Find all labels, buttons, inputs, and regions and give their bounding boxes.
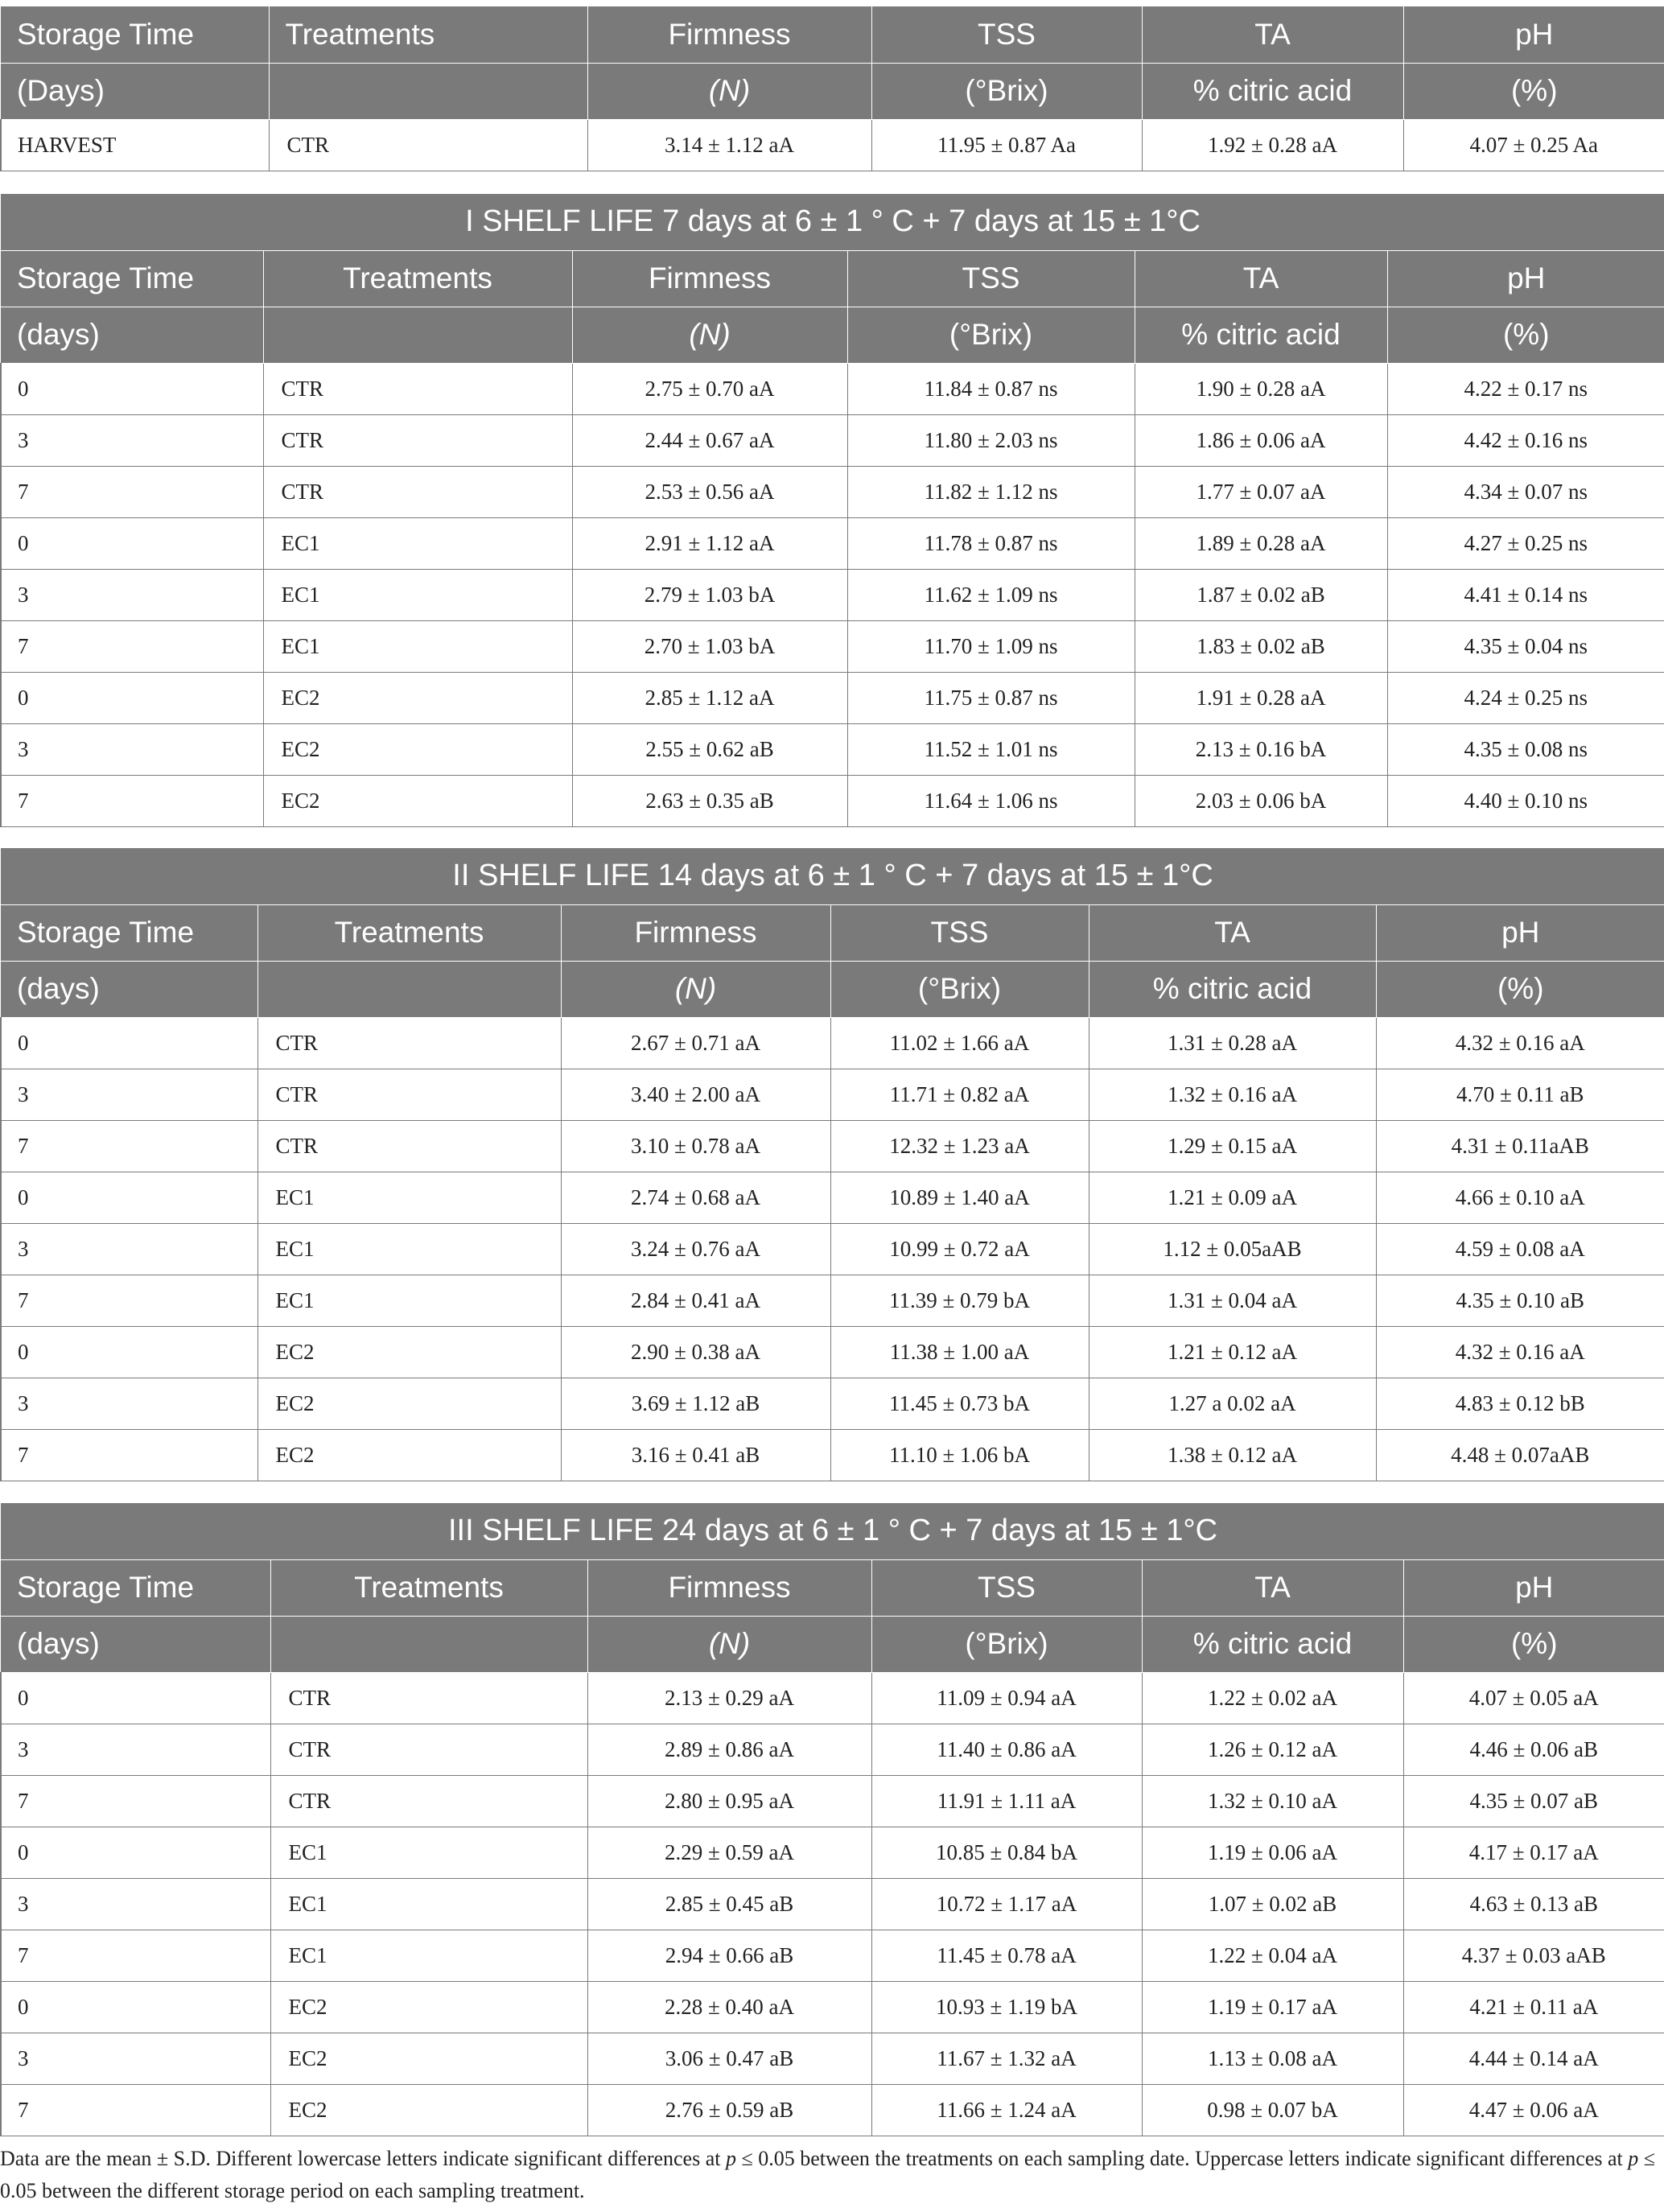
unit-tss: (°Brix) [871,1616,1142,1672]
cell-ph: 4.35 ± 0.04 ns [1387,620,1664,672]
cell-treatment: EC1 [263,517,572,569]
subheader-row [1,1616,1664,1672]
cell-treatment: CTR [270,1672,587,1724]
unit-ph: (%) [1403,1616,1664,1672]
cell-firmness: 3.14 ± 1.12 aA [587,119,871,171]
cell-firmness: 2.28 ± 0.40 aA [587,1981,871,2033]
cell-ph: 4.24 ± 0.25 ns [1387,672,1664,723]
col-ph: pH [1376,904,1664,961]
cell-treatment: CTR [263,466,572,517]
unit-days: (days) [1,1616,270,1672]
unit-ta: % citric acid [1142,1616,1403,1672]
unit-ph: (%) [1376,961,1664,1017]
table-row [1,620,1664,672]
cell-ph: 4.27 ± 0.25 ns [1387,517,1664,569]
col-storage-time: Storage Time [1,1559,270,1616]
cell-storage: 0 [1,1326,257,1378]
cell-treatment: CTR [270,1775,587,1827]
col-treatments: Treatments [270,1559,587,1616]
cell-ta: 1.21 ± 0.12 aA [1089,1326,1376,1378]
cell-treatment: EC2 [270,1981,587,2033]
cell-tss: 11.75 ± 0.87 ns [847,672,1135,723]
col-tss: TSS [830,904,1089,961]
table-row [1,363,1664,414]
cell-firmness: 2.44 ± 0.67 aA [572,414,847,466]
cell-ph: 4.32 ± 0.16 aA [1376,1326,1664,1378]
footnote-text: ≤ 0.05 between the different storage period on each sampling treatment. [0,2147,1656,2202]
shelf-life-1-body [1,363,1664,826]
cell-ta: 1.22 ± 0.02 aA [1142,1672,1403,1724]
cell-firmness: 3.16 ± 0.41 aB [561,1429,830,1481]
cell-treatment: CTR [257,1069,561,1120]
cell-ta: 1.19 ± 0.17 aA [1142,1981,1403,2033]
unit-firmness: (N) [587,1616,871,1672]
cell-storage: 3 [1,1069,257,1120]
cell-tss: 11.52 ± 1.01 ns [847,723,1135,775]
col-firmness: Firmness [572,250,847,307]
cell-storage: 7 [1,1930,270,1981]
cell-ta: 1.86 ± 0.06 aA [1135,414,1387,466]
unit-firmness: (N) [561,961,830,1017]
cell-storage: 3 [1,569,263,620]
footnote-p-symbol: p [725,2147,736,2170]
cell-tss: 10.99 ± 0.72 aA [830,1223,1089,1275]
unit-blank [269,63,587,119]
col-tss: TSS [871,6,1142,63]
table-row [1,1981,1664,2033]
cell-tss: 11.80 ± 2.03 ns [847,414,1135,466]
header-row [1,1559,1664,1616]
cell-firmness: 2.63 ± 0.35 aB [572,775,847,826]
cell-firmness: 2.29 ± 0.59 aA [587,1827,871,1878]
cell-storage: 3 [1,1878,270,1930]
cell-ph: 4.48 ± 0.07aAB [1376,1429,1664,1481]
col-storage-time: Storage Time [1,6,269,63]
cell-tss: 11.02 ± 1.66 aA [830,1017,1089,1069]
cell-ph: 4.35 ± 0.08 ns [1387,723,1664,775]
cell-tss: 11.38 ± 1.00 aA [830,1326,1089,1378]
shelf-life-3-table [0,1503,1664,2136]
col-tss: TSS [871,1559,1142,1616]
unit-days: (Days) [1,63,269,119]
table-row [1,1172,1664,1223]
col-firmness: Firmness [587,1559,871,1616]
table-row [1,1017,1664,1069]
cell-firmness: 3.10 ± 0.78 aA [561,1120,830,1172]
cell-tss: 11.95 ± 0.87 Aa [871,119,1142,171]
cell-ta: 1.92 ± 0.28 aA [1142,119,1403,171]
cell-treatment: EC1 [270,1878,587,1930]
cell-treatment: EC2 [257,1429,561,1481]
shelf-life-1-table [0,194,1664,827]
cell-storage: 7 [1,1429,257,1481]
table-title: III SHELF LIFE 24 days at 6 ± 1 ° C + 7 days at 15 ± 1°C [1,1503,1664,1559]
col-ta: TA [1089,904,1376,961]
cell-ph: 4.34 ± 0.07 ns [1387,466,1664,517]
footnote-text: ≤ 0.05 between the treatments on each sampling date. Uppercase letters indicate significant differences at [735,2147,1629,2170]
cell-firmness: 2.91 ± 1.12 aA [572,517,847,569]
shelf-life-2-body [1,1017,1664,1481]
cell-tss: 12.32 ± 1.23 aA [830,1120,1089,1172]
cell-tss: 11.62 ± 1.09 ns [847,569,1135,620]
subheader-row [1,63,1664,119]
cell-ta: 1.29 ± 0.15 aA [1089,1120,1376,1172]
cell-ph: 4.59 ± 0.08 aA [1376,1223,1664,1275]
cell-firmness: 2.70 ± 1.03 bA [572,620,847,672]
cell-ta: 1.27 a 0.02 aA [1089,1378,1376,1429]
table-row [1,1326,1664,1378]
cell-ta: 1.31 ± 0.04 aA [1089,1275,1376,1326]
cell-ph: 4.44 ± 0.14 aA [1403,2033,1664,2084]
cell-ta: 1.83 ± 0.02 aB [1135,620,1387,672]
cell-ph: 4.32 ± 0.16 aA [1376,1017,1664,1069]
unit-days: (days) [1,307,263,363]
table-row [1,2084,1664,2136]
cell-ph: 4.42 ± 0.16 ns [1387,414,1664,466]
cell-tss: 11.71 ± 0.82 aA [830,1069,1089,1120]
cell-tss: 11.70 ± 1.09 ns [847,620,1135,672]
cell-tss: 11.40 ± 0.86 aA [871,1724,1142,1775]
table-row [1,1878,1664,1930]
cell-storage: 0 [1,363,263,414]
unit-firmness: (N) [572,307,847,363]
table-row [1,569,1664,620]
table-row [1,1429,1664,1481]
cell-ph: 4.41 ± 0.14 ns [1387,569,1664,620]
table-row [1,1120,1664,1172]
cell-ta: 1.32 ± 0.16 aA [1089,1069,1376,1120]
cell-treatment: EC1 [270,1827,587,1878]
cell-treatment: CTR [263,414,572,466]
cell-firmness: 2.85 ± 1.12 aA [572,672,847,723]
unit-blank [270,1616,587,1672]
shelf-life-3-body [1,1672,1664,2136]
unit-ph: (%) [1403,63,1664,119]
cell-tss: 11.82 ± 1.12 ns [847,466,1135,517]
cell-storage: 7 [1,1275,257,1326]
cell-ta: 0.98 ± 0.07 bA [1142,2084,1403,2136]
col-storage-time: Storage Time [1,904,257,961]
cell-treatment: EC1 [270,1930,587,1981]
cell-ph: 4.21 ± 0.11 aA [1403,1981,1664,2033]
unit-blank [263,307,572,363]
unit-blank [257,961,561,1017]
unit-tss: (°Brix) [847,307,1135,363]
cell-treatment: CTR [270,1724,587,1775]
col-ph: pH [1403,6,1664,63]
col-ta: TA [1142,1559,1403,1616]
cell-treatment: CTR [269,119,587,171]
cell-ph: 4.63 ± 0.13 aB [1403,1878,1664,1930]
cell-storage: 7 [1,466,263,517]
cell-ta: 1.38 ± 0.12 aA [1089,1429,1376,1481]
table-row [1,1775,1664,1827]
cell-ta: 1.13 ± 0.08 aA [1142,2033,1403,2084]
cell-firmness: 2.90 ± 0.38 aA [561,1326,830,1378]
cell-firmness: 3.24 ± 0.76 aA [561,1223,830,1275]
cell-ta: 1.90 ± 0.28 aA [1135,363,1387,414]
cell-ph: 4.83 ± 0.12 bB [1376,1378,1664,1429]
table-row [1,1223,1664,1275]
cell-ta: 1.19 ± 0.06 aA [1142,1827,1403,1878]
cell-ta: 1.26 ± 0.12 aA [1142,1724,1403,1775]
cell-firmness: 2.67 ± 0.71 aA [561,1017,830,1069]
cell-storage: 3 [1,414,263,466]
table-row [1,2033,1664,2084]
unit-ph: (%) [1387,307,1664,363]
cell-treatment: CTR [257,1017,561,1069]
cell-storage: 7 [1,2084,270,2136]
cell-ta: 1.87 ± 0.02 aB [1135,569,1387,620]
cell-firmness: 2.89 ± 0.86 aA [587,1724,871,1775]
table-row [1,1069,1664,1120]
col-ta: TA [1135,250,1387,307]
cell-firmness: 2.75 ± 0.70 aA [572,363,847,414]
cell-ta: 1.32 ± 0.10 aA [1142,1775,1403,1827]
cell-treatment: CTR [257,1120,561,1172]
table-row [1,119,1664,171]
table-row [1,672,1664,723]
cell-ph: 4.37 ± 0.03 aAB [1403,1930,1664,1981]
table-row [1,1724,1664,1775]
cell-tss: 10.85 ± 0.84 bA [871,1827,1142,1878]
table-title-row [1,194,1664,250]
table-footnote [0,2143,1664,2207]
cell-treatment: EC1 [263,569,572,620]
cell-treatment: EC1 [257,1275,561,1326]
cell-tss: 11.09 ± 0.94 aA [871,1672,1142,1724]
cell-firmness: 2.76 ± 0.59 aB [587,2084,871,2136]
cell-treatment: EC1 [257,1172,561,1223]
unit-ta: % citric acid [1142,63,1403,119]
cell-storage: 7 [1,1120,257,1172]
table-title-row [1,1503,1664,1559]
cell-ph: 4.22 ± 0.17 ns [1387,363,1664,414]
col-tss: TSS [847,250,1135,307]
table-row [1,775,1664,826]
header-row [1,250,1664,307]
cell-ta: 1.89 ± 0.28 aA [1135,517,1387,569]
cell-tss: 11.66 ± 1.24 aA [871,2084,1142,2136]
cell-ph: 4.07 ± 0.25 Aa [1403,119,1664,171]
table-title: I SHELF LIFE 7 days at 6 ± 1 ° C + 7 days at 15 ± 1°C [1,194,1664,250]
cell-treatment: EC2 [270,2084,587,2136]
cell-ph: 4.07 ± 0.05 aA [1403,1672,1664,1724]
table-title: II SHELF LIFE 14 days at 6 ± 1 ° C + 7 days at 15 ± 1°C [1,848,1664,904]
col-treatments: Treatments [257,904,561,961]
unit-days: (days) [1,961,257,1017]
cell-treatment: EC2 [257,1378,561,1429]
cell-storage: 7 [1,775,263,826]
cell-tss: 11.45 ± 0.73 bA [830,1378,1089,1429]
cell-ph: 4.40 ± 0.10 ns [1387,775,1664,826]
cell-storage: 3 [1,1378,257,1429]
cell-firmness: 2.13 ± 0.29 aA [587,1672,871,1724]
cell-storage: 0 [1,1017,257,1069]
cell-firmness: 3.69 ± 1.12 aB [561,1378,830,1429]
col-treatments: Treatments [269,6,587,63]
cell-treatment: EC2 [270,2033,587,2084]
cell-tss: 11.10 ± 1.06 bA [830,1429,1089,1481]
cell-firmness: 2.84 ± 0.41 aA [561,1275,830,1326]
cell-storage: 0 [1,1672,270,1724]
cell-ta: 1.77 ± 0.07 aA [1135,466,1387,517]
cell-ph: 4.46 ± 0.06 aB [1403,1724,1664,1775]
unit-tss: (°Brix) [830,961,1089,1017]
header-row [1,6,1664,63]
subheader-row [1,307,1664,363]
cell-ph: 4.47 ± 0.06 aA [1403,2084,1664,2136]
cell-storage: 0 [1,1827,270,1878]
table-row [1,517,1664,569]
header-row [1,904,1664,961]
cell-firmness: 2.94 ± 0.66 aB [587,1930,871,1981]
cell-tss: 11.78 ± 0.87 ns [847,517,1135,569]
cell-treatment: EC2 [263,775,572,826]
cell-storage: 0 [1,1981,270,2033]
cell-firmness: 3.06 ± 0.47 aB [587,2033,871,2084]
cell-treatment: EC2 [263,723,572,775]
cell-ta: 1.21 ± 0.09 aA [1089,1172,1376,1223]
subheader-row [1,961,1664,1017]
unit-ta: % citric acid [1089,961,1376,1017]
table-row [1,1378,1664,1429]
unit-tss: (°Brix) [871,63,1142,119]
table-row [1,414,1664,466]
table-row [1,1275,1664,1326]
cell-tss: 10.72 ± 1.17 aA [871,1878,1142,1930]
cell-storage: 3 [1,1223,257,1275]
cell-ph: 4.17 ± 0.17 aA [1403,1827,1664,1878]
cell-treatment: EC1 [263,620,572,672]
table-row [1,466,1664,517]
cell-ph: 4.31 ± 0.11aAB [1376,1120,1664,1172]
cell-storage: 3 [1,1724,270,1775]
cell-storage: 0 [1,1172,257,1223]
col-firmness: Firmness [587,6,871,63]
harvest-table [0,6,1664,171]
col-treatments: Treatments [263,250,572,307]
cell-storage: 3 [1,2033,270,2084]
cell-firmness: 2.55 ± 0.62 aB [572,723,847,775]
cell-storage: 7 [1,1775,270,1827]
cell-firmness: 2.53 ± 0.56 aA [572,466,847,517]
cell-tss: 10.89 ± 1.40 aA [830,1172,1089,1223]
col-ph: pH [1403,1559,1664,1616]
col-firmness: Firmness [561,904,830,961]
cell-firmness: 2.74 ± 0.68 aA [561,1172,830,1223]
cell-ta: 1.22 ± 0.04 aA [1142,1930,1403,1981]
cell-ta: 2.03 ± 0.06 bA [1135,775,1387,826]
cell-treatment: EC1 [257,1223,561,1275]
cell-firmness: 2.80 ± 0.95 aA [587,1775,871,1827]
cell-tss: 11.64 ± 1.06 ns [847,775,1135,826]
cell-firmness: 3.40 ± 2.00 aA [561,1069,830,1120]
cell-storage: 0 [1,517,263,569]
cell-tss: 11.91 ± 1.11 aA [871,1775,1142,1827]
col-ph: pH [1387,250,1664,307]
cell-treatment: EC2 [263,672,572,723]
cell-tss: 11.45 ± 0.78 aA [871,1930,1142,1981]
cell-tss: 11.67 ± 1.32 aA [871,2033,1142,2084]
col-storage-time: Storage Time [1,250,263,307]
shelf-life-2-table [0,848,1664,1481]
cell-tss: 11.84 ± 0.87 ns [847,363,1135,414]
col-ta: TA [1142,6,1403,63]
cell-ta: 1.12 ± 0.05aAB [1089,1223,1376,1275]
table-row [1,1672,1664,1724]
cell-ta: 1.91 ± 0.28 aA [1135,672,1387,723]
cell-tss: 11.39 ± 0.79 bA [830,1275,1089,1326]
cell-ta: 2.13 ± 0.16 bA [1135,723,1387,775]
cell-storage: 7 [1,620,263,672]
footnote-text: Data are the mean ± S.D. Different lowercase letters indicate significant differences at [0,2147,726,2170]
cell-storage: 3 [1,723,263,775]
cell-firmness: 2.85 ± 0.45 aB [587,1878,871,1930]
table-row [1,723,1664,775]
cell-ta: 1.31 ± 0.28 aA [1089,1017,1376,1069]
cell-treatment: CTR [263,363,572,414]
cell-treatment: EC2 [257,1326,561,1378]
cell-ph: 4.35 ± 0.10 aB [1376,1275,1664,1326]
cell-storage: 0 [1,672,263,723]
cell-firmness: 2.79 ± 1.03 bA [572,569,847,620]
table-row [1,1827,1664,1878]
footnote-p-symbol: p [1628,2147,1639,2170]
cell-ph: 4.35 ± 0.07 aB [1403,1775,1664,1827]
cell-ph: 4.66 ± 0.10 aA [1376,1172,1664,1223]
cell-ph: 4.70 ± 0.11 aB [1376,1069,1664,1120]
unit-ta: % citric acid [1135,307,1387,363]
cell-ta: 1.07 ± 0.02 aB [1142,1878,1403,1930]
cell-storage: HARVEST [1,119,269,171]
table-title-row [1,848,1664,904]
unit-firmness: (N) [587,63,871,119]
cell-tss: 10.93 ± 1.19 bA [871,1981,1142,2033]
table-row [1,1930,1664,1981]
